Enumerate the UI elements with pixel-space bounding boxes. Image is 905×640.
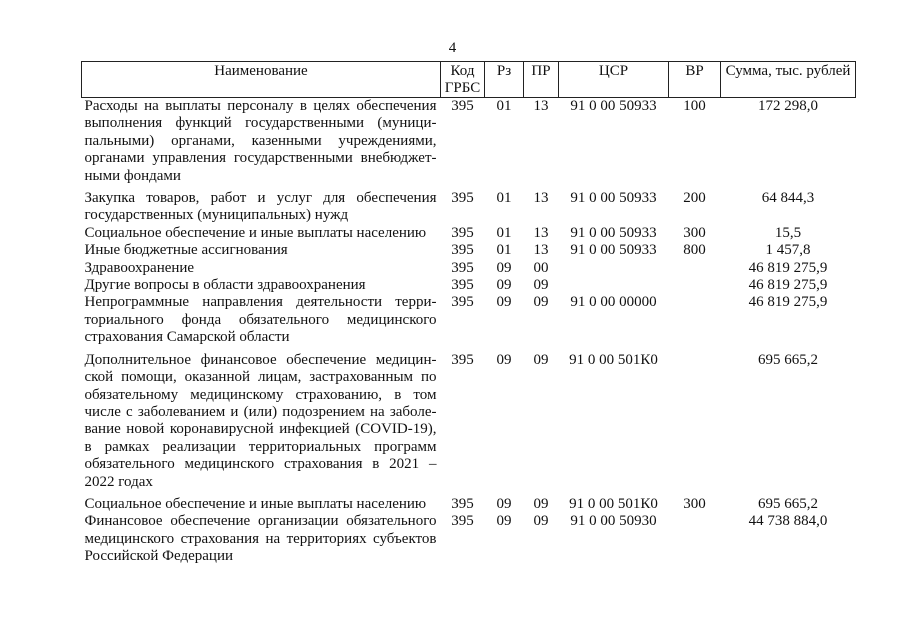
row-name: Здравоохранение xyxy=(84,259,195,276)
row-sum: 695 665,2 xyxy=(758,351,818,368)
row-name: Расходы на выплаты персоналу в целях обеспечения выполнения функций государственными (муниципальными) органами, казенными учреждениями, органами управления государственными внебюджетными фондами xyxy=(84,98,437,184)
row-grbs: 395 xyxy=(451,259,474,276)
page-number: 4 xyxy=(448,40,457,56)
header-vr: ВР xyxy=(669,62,721,98)
row-pr: 13 xyxy=(533,98,549,114)
row-sum: 46 819 275,9 xyxy=(748,294,828,311)
row-vr: 300 xyxy=(683,224,706,241)
row-name: Другие вопросы в области здравоохранения xyxy=(84,277,366,294)
row-grbs: 395 xyxy=(451,294,474,311)
header-rz: Рз xyxy=(485,62,524,98)
row-pr: 09 xyxy=(533,294,549,311)
row-vr xyxy=(669,294,721,346)
row-pr: 00 xyxy=(533,259,549,276)
table-row xyxy=(82,185,856,225)
row-sum: 46 819 275,9 xyxy=(748,259,828,276)
row-csr xyxy=(559,260,669,277)
row-rz: 01 xyxy=(496,98,512,114)
header-pr: ПР xyxy=(524,62,559,98)
table-row xyxy=(82,513,856,565)
header-grbs: Код ГРБС xyxy=(441,62,485,98)
row-vr xyxy=(669,260,721,277)
row-pr: 13 xyxy=(533,190,549,207)
row-pr: 13 xyxy=(533,224,549,241)
row-csr xyxy=(559,277,669,294)
row-rz: 01 xyxy=(496,224,512,241)
row-csr: 91 0 00 50933 xyxy=(570,98,657,114)
row-sum: 695 665,2 xyxy=(758,495,818,512)
row-sum: 15,5 xyxy=(774,224,802,241)
row-vr: 800 xyxy=(683,242,706,259)
row-name: Закупка товаров, работ и услуг для обеспечения государственных (муниципальных) нужд xyxy=(84,190,437,224)
row-rz: 09 xyxy=(496,513,512,530)
row-csr: 91 0 00 50933 xyxy=(570,224,657,241)
budget-table xyxy=(81,61,856,566)
table-row xyxy=(82,225,856,242)
row-grbs: 395 xyxy=(451,495,474,512)
row-vr xyxy=(669,513,721,565)
row-sum: 46 819 275,9 xyxy=(748,277,828,294)
row-csr: 91 0 00 501К0 xyxy=(569,495,658,512)
row-csr: 91 0 00 50930 xyxy=(570,513,657,530)
row-pr: 09 xyxy=(533,277,549,294)
row-grbs: 395 xyxy=(451,224,474,241)
row-name: Дополнительное финансовое обеспечение медицинской помощи, оказанной лицам, застрахованным по обязательному медицинскому страхованию, в том числе с заболеванием и (или) подозрением на заболевание новой коронавирусной инфекцией (COVID-19), в рамках реализации территориальных программ обязательного медицинского страхования в 2021 – 2022 годах xyxy=(84,351,437,490)
header-csr: ЦСР xyxy=(559,62,669,98)
row-csr: 91 0 00 501К0 xyxy=(569,351,658,368)
row-name: Финансовое обеспечение организации обязательного медицинского страхования на территориях субъектов Российской Федерации xyxy=(84,513,437,565)
header-sum: Сумма, тыс. рублей xyxy=(721,62,856,98)
row-name: Социальное обеспечение и иные выплаты населению xyxy=(84,495,427,512)
row-csr: 91 0 00 00000 xyxy=(570,294,657,311)
table-row xyxy=(82,260,856,277)
row-rz: 09 xyxy=(496,259,512,276)
row-grbs: 395 xyxy=(451,351,474,368)
row-grbs: 395 xyxy=(451,190,474,207)
row-csr: 91 0 00 50933 xyxy=(570,242,657,259)
row-vr: 300 xyxy=(683,495,706,512)
table-row xyxy=(82,98,856,186)
row-grbs: 395 xyxy=(451,242,474,259)
row-vr xyxy=(669,277,721,294)
row-rz: 01 xyxy=(496,190,512,207)
row-pr: 09 xyxy=(533,351,549,368)
row-grbs: 395 xyxy=(451,513,474,530)
row-rz: 09 xyxy=(496,351,512,368)
row-grbs: 395 xyxy=(451,98,474,114)
row-vr: 200 xyxy=(683,190,706,207)
row-pr: 09 xyxy=(533,495,549,512)
row-pr: 09 xyxy=(533,513,549,530)
row-rz: 09 xyxy=(496,277,512,294)
table-row xyxy=(82,277,856,294)
row-csr: 91 0 00 50933 xyxy=(570,190,657,207)
table-row xyxy=(82,294,856,346)
row-rz: 09 xyxy=(496,294,512,311)
row-grbs: 395 xyxy=(451,277,474,294)
header-name: Наименование xyxy=(82,62,441,98)
row-sum: 172 298,0 xyxy=(758,98,818,114)
table-row xyxy=(82,491,856,513)
row-name: Социальное обеспечение и иные выплаты населению xyxy=(84,224,427,241)
row-name: Иные бюджетные ассигнования xyxy=(84,242,288,259)
row-sum: 1 457,8 xyxy=(765,242,811,259)
row-rz: 09 xyxy=(496,495,512,512)
table-row xyxy=(82,347,856,491)
row-sum: 64 844,3 xyxy=(761,190,815,207)
row-sum: 44 738 884,0 xyxy=(748,513,828,530)
table-header-row xyxy=(82,62,856,98)
row-name: Непрограммные направления деятельности территориального фонда обязательного медицинского страхования Самарской области xyxy=(84,294,437,346)
table-row xyxy=(82,242,856,259)
row-vr xyxy=(669,347,721,491)
row-rz: 01 xyxy=(496,242,512,259)
row-vr: 100 xyxy=(683,98,706,114)
row-pr: 13 xyxy=(533,242,549,259)
